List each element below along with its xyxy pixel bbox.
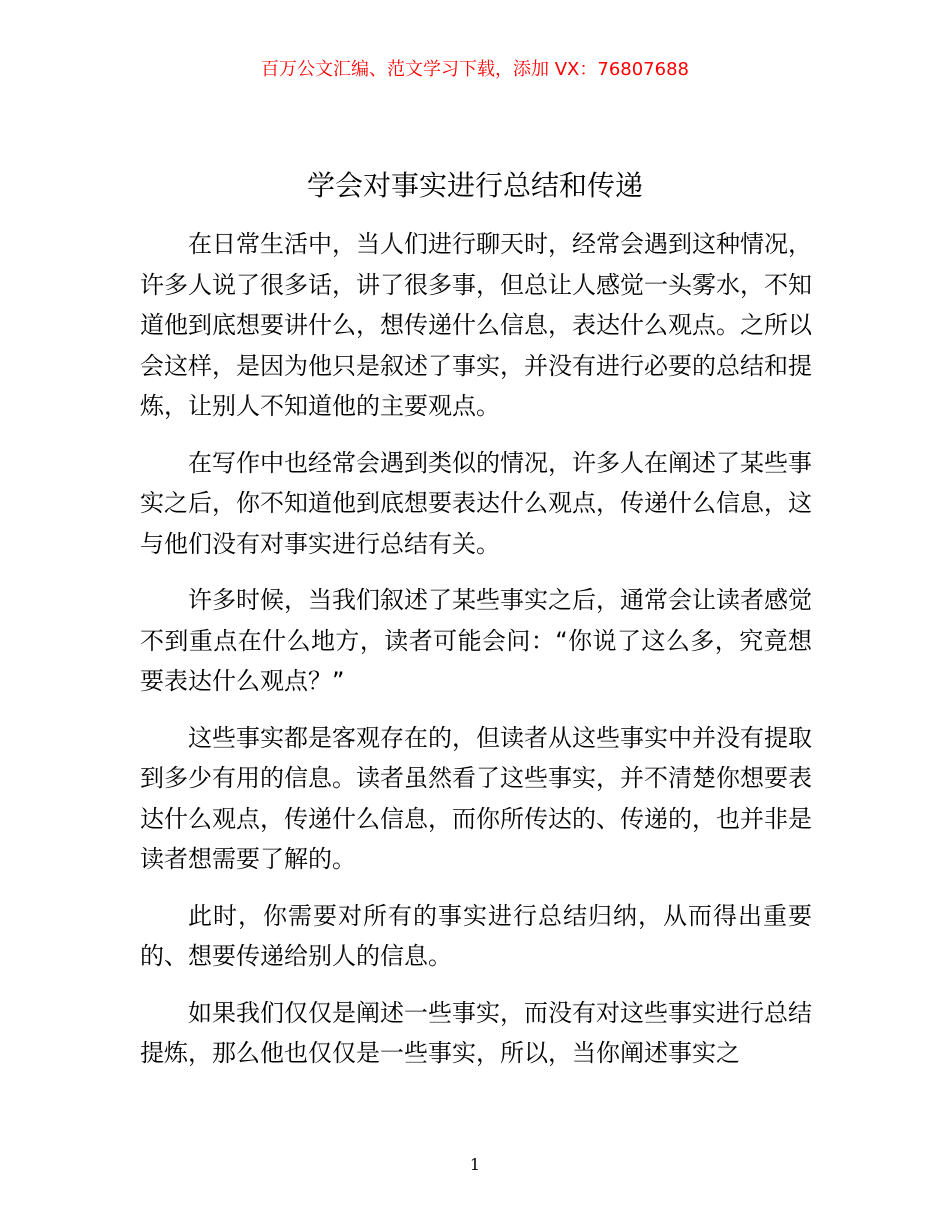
paragraph: 许多时候，当我们叙述了某些事实之后，通常会让读者感觉不到重点在什么地方，读者可能会问：“你说了这么多，究竟想要表达什么观点？” <box>140 586 812 695</box>
paragraph: 这些事实都是客观存在的，但读者从这些事实中并没有提取到多少有用的信息。读者虽然看了这些事实，并不清楚你想要表达什么观点，传递什么信息，而你所传达的、传递的，也并非是读者想需要了解的。 <box>140 723 812 873</box>
paragraph: 在日常生活中，当人们进行聊天时，经常会遇到这种情况，许多人说了很多话，讲了很多事，但总让人感觉一头雾水，不知道他到底想要讲什么，想传递什么信息，表达什么观点。之所以会这样，是因为他只是叙述了事实，并没有进行必要的总结和提炼，让别人不知道他的主要观点。 <box>140 230 812 420</box>
paragraph: 在写作中也经常会遇到类似的情况，许多人在阐述了某些事实之后，你不知道他到底想要表达什么观点，传递什么信息，这与他们没有对事实进行总结有关。 <box>140 448 812 558</box>
document-body <box>140 224 812 1090</box>
page-number: 1 <box>469 1155 481 1174</box>
document-title: 学会对事实进行总结和传递 <box>306 169 643 202</box>
header-note: 百万公文汇编、范文学习下载，添加 VX：76807688 <box>261 59 689 80</box>
paragraph: 此时，你需要对所有的事实进行总结归纳，从而得出重要的、想要传递给别人的信息。 <box>140 901 812 970</box>
paragraph: 如果我们仅仅是阐述一些事实，而没有对这些事实进行总结提炼，那么他也仅仅是一些事实，所以，当你阐述事实之 <box>140 998 812 1067</box>
